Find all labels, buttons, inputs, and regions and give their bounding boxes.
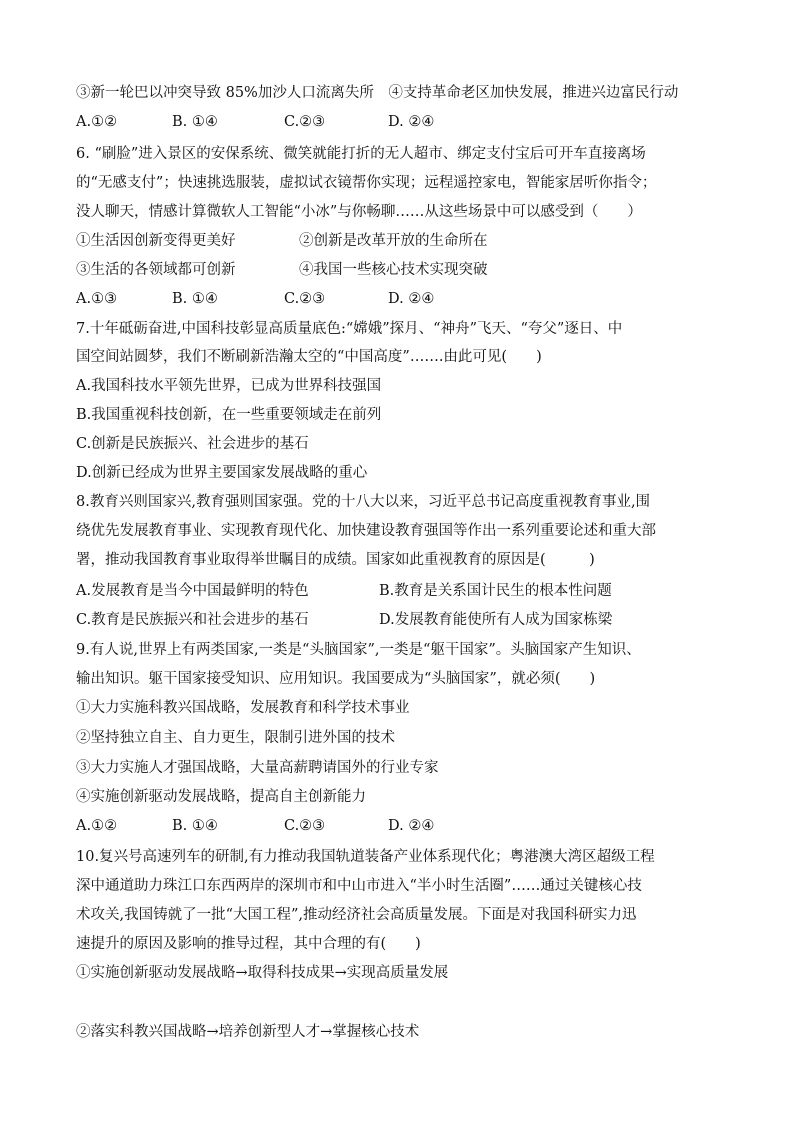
question-6-stem: 没人聊天，情感计算微软人工智能“小冰”与你畅聊……从这些场景中可以感受到（ ） xyxy=(76,204,642,220)
question-7-stem: 7.十年砥砺奋进,中国科技彰显高质量底色:“嫦娥”探月、“神舟”飞天、“夸父”逐日、中 xyxy=(76,321,623,337)
choice-c: C.创新是民族振兴、社会进步的基石 xyxy=(76,436,309,452)
statement: ④实施创新驱动发展战略，提高自主创新能力 xyxy=(76,789,366,805)
question-8-stem: 8.教育兴则国家兴,教育强则国家强。党的十八大以来，习近平总书记高度重视教育事业,围 xyxy=(76,494,651,510)
option-b: B. ①④ xyxy=(172,291,218,307)
option-c: C.②③ xyxy=(284,818,326,834)
choice-b: B.教育是关系国计民生的根本性问题 xyxy=(379,583,612,599)
option-a: A.①② xyxy=(76,818,118,834)
choice-b: B.我国重视科技创新，在一些重要领域走在前列 xyxy=(76,407,382,423)
statement: ③生活的各领域都可创新 xyxy=(76,262,236,278)
choice-a: A.我国科技水平领先世界，已成为世界科技强国 xyxy=(76,378,382,394)
question-10-stem: 10.复兴号高速列车的研制,有力推动我国轨道装备产业体系现代化；粤港澳大湾区超级工程 xyxy=(76,849,655,865)
choice-c: C.教育是民族振兴和社会进步的基石 xyxy=(76,612,309,628)
option-d: D. ②④ xyxy=(388,291,435,307)
statement: ①大力实施科教兴国战略，发展教育和科学技术事业 xyxy=(76,700,410,716)
option-d: D. ②④ xyxy=(388,114,435,130)
question-7-stem: 国空间站圆梦，我们不断刷新浩瀚太空的“中国高度”…….由此可见( ) xyxy=(76,349,542,365)
choice-d: D.发展教育能使所有人成为国家栋梁 xyxy=(379,612,613,628)
option-b: B. ①④ xyxy=(172,114,218,130)
statement: ④我国一些核心技术实现突破 xyxy=(299,262,488,278)
statement: ②坚持独立自主、自力更生，限制引进外国的技术 xyxy=(76,730,395,746)
statement: ③大力实施人才强国战略，大量高薪聘请国外的行业专家 xyxy=(76,760,439,776)
option-d: D. ②④ xyxy=(388,818,435,834)
question-10-stem: 深中通道助力珠江口东西两岸的深圳市和中山市进入“半小时生活圈”……通过关键核心技 xyxy=(76,878,642,894)
option-b: B. ①④ xyxy=(172,818,218,834)
item-line: ③新一轮巴以冲突导致 85%加沙人口流离失所 ④支持革命老区加快发展，推进兴边富民行动 xyxy=(76,85,679,101)
question-10-stem: 速提升的原因及影响的推导过程，其中合理的有( ) xyxy=(76,936,421,952)
statement: ①生活因创新变得更美好 xyxy=(76,233,236,249)
question-9-stem: 9.有人说,世界上有两类国家,一类是“头脑国家”,一类是“躯干国家”。头脑国家产生知识、 xyxy=(76,642,641,658)
question-10-stem: 术攻关,我国铸就了一批“大国工程”,推动经济社会高质量发展。下面是对我国科研实力迅 xyxy=(76,907,637,923)
question-6-stem: 的“无感支付”；快速挑选服装，虚拟试衣镜帮你实现；远程遥控家电，智能家居听你指令； xyxy=(76,175,657,191)
question-8-stem: 绕优先发展教育事业、实现教育现代化、加快建设教育强国等作出一系列重要论述和重大部 xyxy=(76,523,656,539)
question-8-stem: 署，推动我国教育事业取得举世瞩目的成绩。国家如此重视教育的原因是( ) xyxy=(76,552,595,568)
statement: ①实施创新驱动发展战略→取得科技成果→实现高质量发展 xyxy=(76,965,449,981)
question-6-stem: 6. “刷脸”进入景区的安保系统、微笑就能打折的无人超市、绑定支付宝后可开车直接离场 xyxy=(76,146,646,162)
option-a: A.①② xyxy=(76,114,118,130)
statement: ②创新是改革开放的生命所在 xyxy=(299,233,488,249)
option-c: C.②③ xyxy=(284,114,326,130)
choice-d: D.创新已经成为世界主要国家发展战略的重心 xyxy=(76,465,368,481)
choice-a: A.发展教育是当今中国最鲜明的特色 xyxy=(76,583,309,599)
option-c: C.②③ xyxy=(284,291,326,307)
option-a: A.①③ xyxy=(76,291,118,307)
statement: ②落实科教兴国战略→培养创新型人才→掌握核心技术 xyxy=(76,1024,420,1040)
question-9-stem: 输出知识。躯干国家接受知识、应用知识。我国要成为“头脑国家”，就必须( ) xyxy=(76,671,596,687)
